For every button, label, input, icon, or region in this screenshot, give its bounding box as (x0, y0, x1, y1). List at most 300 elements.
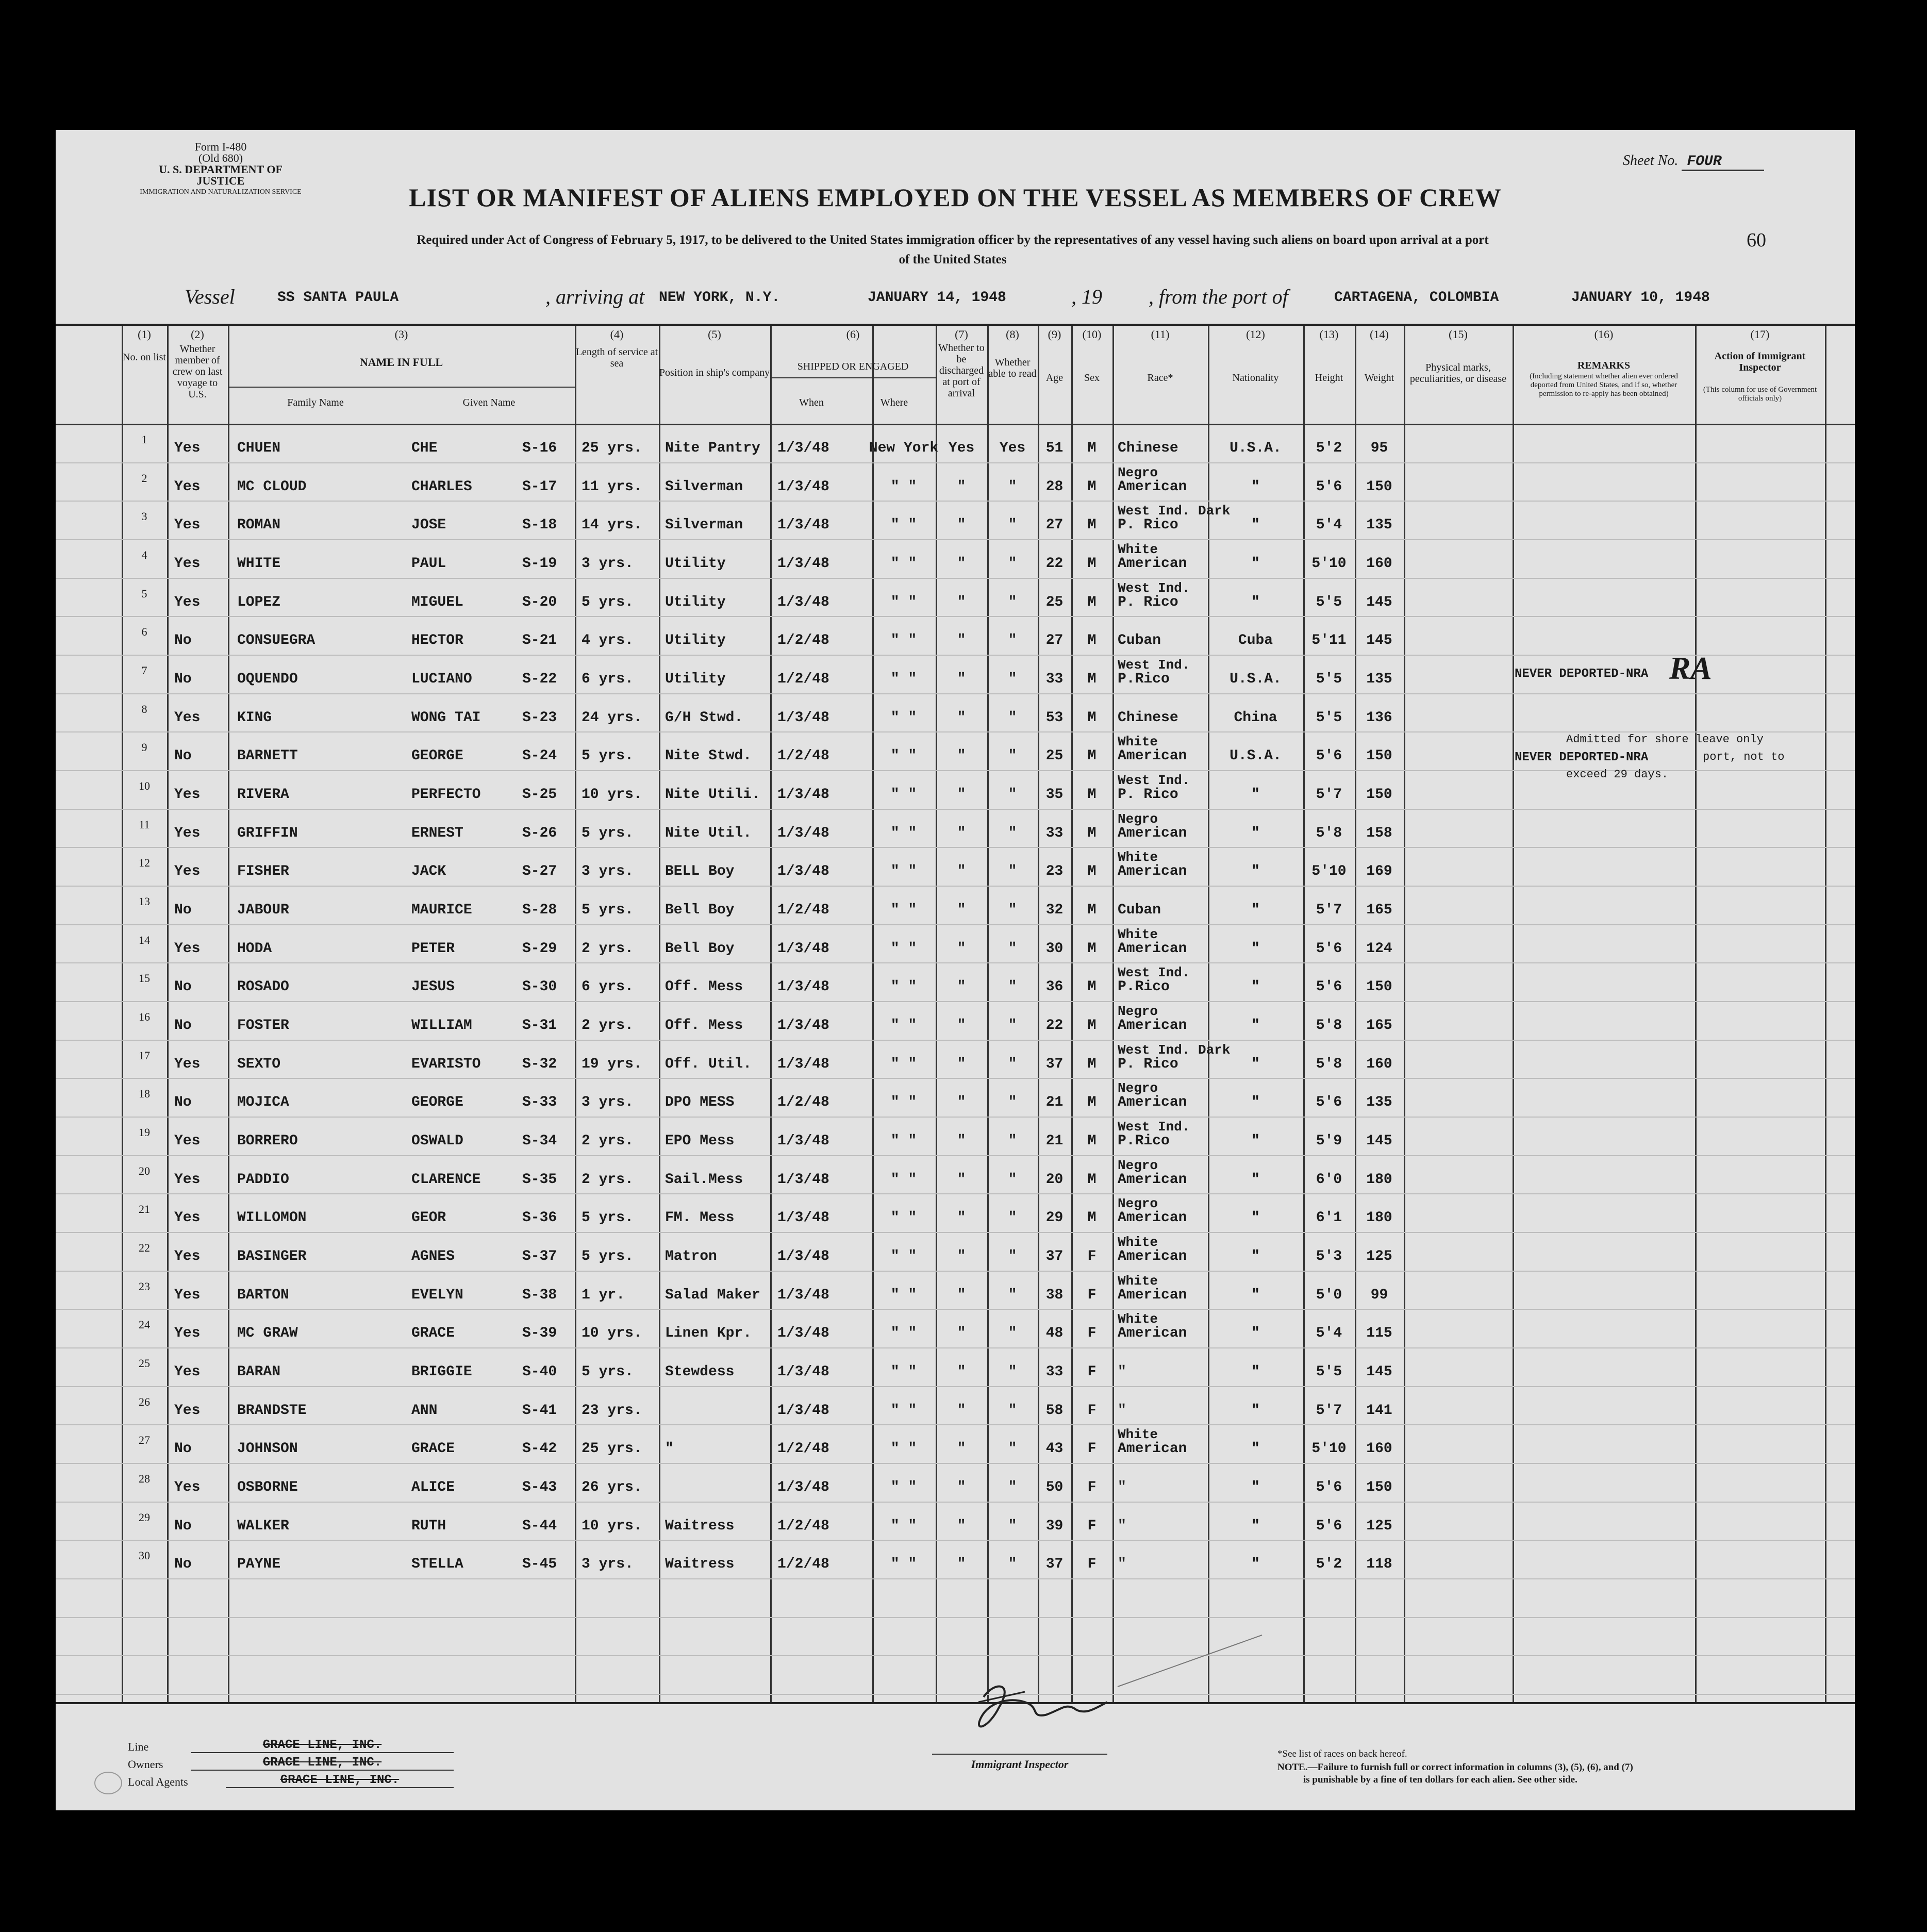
race-line-2-cell: " (1118, 1364, 1126, 1380)
family-name-cell: WALKER (237, 1518, 289, 1534)
shipped-when-cell: 1/3/48 (777, 863, 829, 880)
row-number: 3 (141, 510, 147, 523)
last-voyage-cell: Yes (174, 1210, 201, 1226)
family-name-cell: MOJICA (237, 1094, 289, 1111)
able-to-read-cell: " (1008, 979, 1017, 995)
col-num-10: (10) (1082, 328, 1102, 341)
col-header-age: Age (1045, 372, 1064, 384)
sex-cell: M (1087, 1171, 1097, 1188)
family-name-cell: GRIFFIN (237, 825, 298, 841)
height-cell: 5'8 (1316, 1018, 1342, 1034)
sex-cell: M (1087, 902, 1097, 919)
sex-cell: M (1087, 863, 1097, 880)
given-name-cell: BRIGGIE (411, 1364, 472, 1380)
discharged-cell: " (957, 1402, 966, 1419)
race-line-1-cell: White (1118, 1235, 1158, 1251)
height-cell: 5'6 (1316, 1479, 1342, 1496)
service-length-cell: 10 yrs. (582, 1325, 642, 1342)
age-cell: 43 (1045, 1441, 1064, 1457)
table-row (56, 1395, 1855, 1441)
table-row (56, 433, 1855, 478)
row-number: 24 (139, 1318, 150, 1331)
given-name-cell: PERFECTO (411, 787, 481, 803)
shipped-where-cell: " " (890, 709, 917, 726)
weight-cell: 150 (1366, 478, 1392, 495)
sex-cell: F (1087, 1479, 1097, 1496)
shipped-when-cell: 1/2/48 (777, 1094, 829, 1111)
position-cell: Salad Maker (665, 1287, 760, 1303)
last-voyage-cell: No (174, 632, 192, 649)
col-header-discharged: Whether to be discharged at port of arrival (938, 342, 985, 399)
row-number: 20 (139, 1164, 150, 1177)
race-line-2-cell: American (1118, 1441, 1187, 1457)
family-name-cell: HODA (237, 940, 272, 957)
footnote-races: *See list of races on back hereof. (1277, 1748, 1407, 1759)
crew-id-cell: S-28 (522, 902, 557, 919)
race-line-2-cell: " (1118, 1479, 1126, 1496)
last-voyage-cell: Yes (174, 1479, 201, 1496)
age-cell: 51 (1045, 440, 1064, 456)
col-header-sex: Sex (1084, 372, 1100, 384)
table-row (56, 1196, 1855, 1251)
family-name-cell: BASINGER (237, 1248, 307, 1265)
family-name-cell: OQUENDO (237, 671, 298, 688)
col-num-6: (6) (846, 328, 860, 341)
weight-cell: 158 (1366, 825, 1392, 841)
age-cell: 36 (1045, 979, 1064, 995)
age-cell: 27 (1045, 632, 1064, 649)
last-voyage-cell: Yes (174, 787, 201, 803)
service-length-cell: 2 yrs. (582, 940, 634, 957)
shipped-when-cell: 1/2/48 (777, 632, 829, 649)
nationality-cell: " (1251, 517, 1260, 534)
shipped-where-cell: " " (890, 556, 917, 572)
name-subheader-line (228, 387, 575, 388)
able-to-read-cell: " (1008, 1556, 1017, 1573)
position-cell: Bell Boy (665, 940, 735, 957)
height-cell: 5'5 (1316, 671, 1342, 688)
discharged-cell: " (957, 1171, 966, 1188)
row-number: 8 (141, 702, 147, 715)
position-cell: Bell Boy (665, 902, 735, 919)
crew-id-cell: S-32 (522, 1056, 557, 1072)
shipped-when-cell: 1/2/48 (777, 1518, 829, 1534)
discharged-cell: " (957, 1518, 966, 1534)
nationality-cell: " (1251, 787, 1260, 803)
given-name-cell: PAUL (411, 556, 446, 572)
discharged-cell: " (957, 1094, 966, 1111)
arriving-label: , arriving at (545, 285, 645, 308)
weight-cell: 165 (1366, 1018, 1392, 1034)
given-name-cell: ERNEST (411, 825, 463, 841)
service-length-cell: 2 yrs. (582, 1133, 634, 1150)
table-row (56, 965, 1855, 1020)
col-header-no: No. on list (123, 352, 166, 363)
crew-id-cell: S-45 (522, 1556, 557, 1573)
shipped-where-cell: " " (890, 1210, 917, 1226)
shipped-where-cell: " " (890, 902, 917, 919)
table-row (56, 1427, 1855, 1479)
col-header-inspector-action: Action of Immigrant Inspector (1714, 351, 1806, 373)
col-num-11: (11) (1151, 328, 1170, 341)
last-voyage-cell: No (174, 1518, 192, 1534)
discharged-cell: " (957, 1133, 966, 1150)
shipped-where-cell: " " (890, 1364, 917, 1380)
crew-id-cell: S-42 (522, 1441, 557, 1457)
last-voyage-cell: Yes (174, 1402, 201, 1419)
footnote-fine-1: NOTE.—Failure to furnish full or correct information in columns (3), (5), (6), and (7) (1277, 1762, 1633, 1773)
page-number: 60 (1747, 229, 1766, 251)
service-length-cell: 2 yrs. (582, 1171, 634, 1188)
height-cell: 5'11 (1311, 632, 1347, 649)
table-row (56, 1549, 1855, 1594)
sex-cell: M (1087, 1056, 1097, 1072)
weight-cell: 165 (1366, 902, 1392, 919)
col-header-where: Where (880, 397, 908, 408)
sex-cell: M (1087, 517, 1097, 534)
height-cell: 6'0 (1316, 1171, 1342, 1188)
row-number: 17 (139, 1048, 150, 1062)
table-row (56, 503, 1855, 555)
service-length-cell: 5 yrs. (582, 1364, 634, 1380)
crew-id-cell: S-36 (522, 1210, 557, 1226)
table-row (56, 1311, 1855, 1363)
given-name-cell: ANN (411, 1402, 438, 1419)
last-voyage-cell: No (174, 1018, 192, 1034)
family-name-cell: WILLOMON (237, 1210, 307, 1226)
row-number: 18 (139, 1087, 150, 1101)
shipped-where-cell: " " (890, 940, 917, 957)
given-name-cell: EVELYN (411, 1287, 463, 1303)
position-cell: Waitress (665, 1518, 735, 1534)
col-header-inspector-note: (This column for use of Government officials only) (1703, 386, 1817, 403)
subtitle-line1: Required under Act of Congress of February 5, 1917, to be delivered to the United States immigration officer by the representatives of any vessel having such aliens on board upon arrival at a port (417, 233, 1489, 247)
sex-cell: M (1087, 1133, 1097, 1150)
nationality-cell: " (1251, 556, 1260, 572)
discharged-cell: " (957, 632, 966, 649)
race-line-2-cell: American (1118, 556, 1187, 572)
height-cell: 6'1 (1316, 1210, 1342, 1226)
race-line-2-cell: Chinese (1118, 440, 1178, 456)
service-length-cell: 26 yrs. (582, 1479, 642, 1496)
able-to-read-cell: " (1008, 1479, 1017, 1496)
footer-line-value: GRACE LINE, INC. (191, 1738, 454, 1753)
age-cell: 33 (1045, 1364, 1064, 1380)
family-name-cell: JOHNSON (237, 1441, 298, 1457)
sex-cell: M (1087, 671, 1097, 688)
service-length-cell: 19 yrs. (582, 1056, 642, 1072)
nationality-cell: " (1251, 1133, 1260, 1150)
race-line-1-cell: West Ind. (1118, 773, 1190, 789)
able-to-read-cell: " (1008, 863, 1017, 880)
row-number: 25 (139, 1357, 150, 1370)
col-header-weight: Weight (1364, 372, 1394, 384)
remark-row-8-note2: port, not to (1703, 751, 1785, 763)
height-cell: 5'3 (1316, 1248, 1342, 1265)
year-label: , 19 (1071, 285, 1102, 308)
remark-row-8: NEVER DEPORTED-NRA (1515, 751, 1649, 764)
col-header-physical-marks: Physical marks, peculiarities, or disease (1409, 362, 1507, 385)
given-name-cell: STELLA (411, 1556, 463, 1573)
crew-id-cell: S-29 (522, 940, 557, 957)
race-line-2-cell: P.Rico (1118, 1133, 1170, 1150)
age-cell: 33 (1045, 671, 1064, 688)
given-name-cell: GRACE (411, 1441, 455, 1457)
able-to-read-cell: " (1008, 671, 1017, 688)
col-header-service-length: Length of service at sea (575, 346, 658, 369)
crew-id-cell: S-17 (522, 478, 557, 495)
service-length-cell: 23 yrs. (582, 1402, 642, 1419)
family-name-cell: OSBORNE (237, 1479, 298, 1496)
weight-cell: 136 (1366, 709, 1392, 726)
race-line-1-cell: Negro (1118, 1157, 1158, 1173)
shipped-where-cell: " " (890, 825, 917, 841)
row-number: 1 (141, 433, 147, 446)
shipped-when-cell: 1/3/48 (777, 517, 829, 534)
last-voyage-cell: Yes (174, 1325, 201, 1342)
race-line-2-cell: American (1118, 863, 1187, 880)
nationality-cell: China (1234, 709, 1277, 726)
shipped-where-cell: " " (890, 1441, 917, 1457)
family-name-cell: PAYNE (237, 1556, 281, 1573)
departure-date: JANUARY 10, 1948 (1571, 290, 1710, 306)
service-length-cell: 5 yrs. (582, 902, 634, 919)
shipped-where-cell: " " (890, 1479, 917, 1496)
race-line-1-cell: West Ind. Dark (1118, 1042, 1231, 1058)
crew-id-cell: S-27 (522, 863, 557, 880)
shipped-when-cell: 1/3/48 (777, 478, 829, 495)
service-length-cell: 5 yrs. (582, 825, 634, 841)
able-to-read-cell: " (1008, 1441, 1017, 1457)
able-to-read-cell: " (1008, 825, 1017, 841)
col-num-15: (15) (1449, 328, 1468, 341)
given-name-cell: HECTOR (411, 632, 463, 649)
shipped-when-cell: 1/3/48 (777, 979, 829, 995)
able-to-read-cell: " (1008, 517, 1017, 534)
able-to-read-cell: " (1008, 1364, 1017, 1380)
footer-line-label: Line (128, 1740, 149, 1753)
race-line-2-cell: American (1118, 825, 1187, 841)
race-line-2-cell: American (1118, 1018, 1187, 1034)
col-header-nationality: Nationality (1232, 372, 1279, 384)
able-to-read-cell: " (1008, 709, 1017, 726)
last-voyage-cell: No (174, 1556, 192, 1573)
race-line-1-cell: Negro (1118, 1004, 1158, 1020)
age-cell: 32 (1045, 902, 1064, 919)
service-length-cell: 25 yrs. (582, 440, 642, 456)
height-cell: 5'6 (1316, 748, 1342, 764)
family-name-cell: BARAN (237, 1364, 281, 1380)
row-number: 29 (139, 1510, 150, 1524)
able-to-read-cell: " (1008, 556, 1017, 572)
weight-cell: 145 (1366, 632, 1392, 649)
crew-id-cell: S-19 (522, 556, 557, 572)
age-cell: 33 (1045, 825, 1064, 841)
family-name-cell: CHUEN (237, 440, 281, 456)
race-line-2-cell: American (1118, 940, 1187, 957)
col-num-7: (7) (955, 328, 968, 341)
given-name-cell: JACK (411, 863, 446, 880)
discharged-cell: " (957, 1287, 966, 1303)
row-number: 16 (139, 1010, 150, 1024)
last-voyage-cell: Yes (174, 517, 201, 534)
printer-mark-icon (94, 1772, 122, 1794)
position-cell: Nite Stwd. (665, 748, 752, 764)
height-cell: 5'8 (1316, 825, 1342, 841)
shipped-when-cell: 1/3/48 (777, 1018, 829, 1034)
height-cell: 5'6 (1316, 1518, 1342, 1534)
able-to-read-cell: " (1008, 1171, 1017, 1188)
weight-cell: 150 (1366, 748, 1392, 764)
able-to-read-cell: " (1008, 632, 1017, 649)
nationality-cell: " (1251, 940, 1260, 957)
shipped-when-cell: 1/3/48 (777, 594, 829, 610)
table-row (56, 542, 1855, 594)
form-old-number: (Old 680) (198, 152, 243, 164)
height-cell: 5'6 (1316, 940, 1342, 957)
table-row (56, 1119, 1855, 1171)
sex-cell: F (1087, 1364, 1097, 1380)
discharged-cell: " (957, 1364, 966, 1380)
family-name-cell: FISHER (237, 863, 289, 880)
given-name-cell: CHE (411, 440, 438, 456)
race-line-1-cell: West Ind. Dark (1118, 503, 1231, 519)
col-header-position: Position in ship's company (659, 367, 770, 378)
race-line-2-cell: P.Rico (1118, 979, 1170, 995)
arrival-date: JANUARY 14, 1948 (868, 290, 1006, 306)
shipped-when-cell: 1/3/48 (777, 440, 829, 456)
race-line-1-cell: Negro (1118, 1196, 1158, 1212)
service-length-cell: 5 yrs. (582, 594, 634, 610)
crew-id-cell: S-31 (522, 1018, 557, 1034)
crew-id-cell: S-43 (522, 1479, 557, 1496)
height-cell: 5'10 (1311, 1441, 1347, 1457)
service-length-cell: 5 yrs. (582, 1210, 634, 1226)
race-line-1-cell: Negro (1118, 464, 1158, 480)
weight-cell: 145 (1366, 594, 1392, 610)
shipped-where-cell: " " (890, 1248, 917, 1265)
shipped-where-cell: " " (890, 671, 917, 688)
col-header-remarks: REMARKS (1577, 360, 1631, 371)
given-name-cell: OSWALD (411, 1133, 463, 1150)
height-cell: 5'0 (1316, 1287, 1342, 1303)
service-name: IMMIGRATION AND NATURALIZATION SERVICE (140, 188, 302, 196)
nationality-cell: " (1251, 1171, 1260, 1188)
crew-id-cell: S-25 (522, 787, 557, 803)
age-cell: 30 (1045, 940, 1064, 957)
table-row (56, 464, 1855, 517)
crew-id-cell: S-20 (522, 594, 557, 610)
subtitle-line2: of the United States (899, 253, 1007, 267)
row-number: 15 (139, 972, 150, 985)
age-cell: 35 (1045, 787, 1064, 803)
nationality-cell: " (1251, 1248, 1260, 1265)
table-row (56, 1157, 1855, 1210)
shipped-where-cell: " " (890, 1018, 917, 1034)
remark-row-6-initials: RA (1669, 651, 1712, 686)
shipped-when-cell: 1/3/48 (777, 1133, 829, 1150)
weight-cell: 115 (1366, 1325, 1392, 1342)
discharged-cell: " (957, 748, 966, 764)
discharged-cell: " (957, 594, 966, 610)
from-port-label: , from the port of (1149, 285, 1288, 308)
shipped-where-cell: " " (890, 1402, 917, 1419)
service-length-cell: 1 yr. (582, 1287, 625, 1303)
family-name-cell: JABOUR (237, 902, 289, 919)
given-name-cell: EVARISTO (411, 1056, 481, 1072)
last-voyage-cell: No (174, 748, 192, 764)
discharged-cell: " (957, 787, 966, 803)
table-row (56, 1472, 1855, 1518)
service-length-cell: 3 yrs. (582, 556, 634, 572)
shipped-when-cell: 1/3/48 (777, 1364, 829, 1380)
weight-cell: 125 (1366, 1518, 1392, 1534)
weight-cell: 160 (1366, 556, 1392, 572)
sex-cell: F (1087, 1248, 1097, 1265)
crew-id-cell: S-38 (522, 1287, 557, 1303)
given-name-cell: RUTH (411, 1518, 446, 1534)
row-number: 19 (139, 1126, 150, 1139)
shipped-when-cell: 1/2/48 (777, 1441, 829, 1457)
shipped-when-cell: 1/3/48 (777, 1056, 829, 1072)
manifest-sheet (56, 130, 1855, 1810)
sex-cell: M (1087, 1018, 1097, 1034)
weight-cell: 160 (1366, 1056, 1392, 1072)
family-name-cell: MC CLOUD (237, 478, 307, 495)
race-line-2-cell: Chinese (1118, 709, 1178, 726)
col-num-4: (4) (610, 328, 624, 341)
given-name-cell: WILLIAM (411, 1018, 472, 1034)
col-num-16: (16) (1594, 328, 1614, 341)
sex-cell: M (1087, 594, 1097, 610)
race-line-2-cell: American (1118, 1210, 1187, 1226)
position-cell: Silverman (665, 478, 743, 495)
last-voyage-cell: Yes (174, 1171, 201, 1188)
age-cell: 39 (1045, 1518, 1064, 1534)
inspector-label: Immigrant Inspector (971, 1758, 1069, 1771)
sex-cell: M (1087, 979, 1097, 995)
family-name-cell: KING (237, 709, 272, 726)
position-cell: Sail.Mess (665, 1171, 743, 1188)
age-cell: 37 (1045, 1056, 1064, 1072)
row-number: 4 (141, 548, 147, 561)
sex-cell: M (1087, 478, 1097, 495)
shipped-where-cell: " " (890, 1094, 917, 1111)
given-name-cell: AGNES (411, 1248, 455, 1265)
given-name-cell: ALICE (411, 1479, 455, 1496)
last-voyage-cell: Yes (174, 1056, 201, 1072)
height-cell: 5'5 (1316, 594, 1342, 610)
shipped-when-cell: 1/3/48 (777, 1325, 829, 1342)
race-line-2-cell: American (1118, 1171, 1187, 1188)
age-cell: 21 (1045, 1094, 1064, 1111)
weight-cell: 160 (1366, 1441, 1392, 1457)
height-cell: 5'8 (1316, 1056, 1342, 1072)
race-line-2-cell: American (1118, 1287, 1187, 1303)
service-length-cell: 3 yrs. (582, 1094, 634, 1111)
row-number: 13 (139, 895, 150, 908)
age-cell: 37 (1045, 1248, 1064, 1265)
position-cell: Off. Mess (665, 979, 743, 995)
race-line-2-cell: Cuban (1118, 902, 1161, 919)
sex-cell: F (1087, 1518, 1097, 1534)
able-to-read-cell: " (1008, 1056, 1017, 1072)
position-cell: BELL Boy (665, 863, 735, 880)
able-to-read-cell: " (1008, 1133, 1017, 1150)
crew-id-cell: S-21 (522, 632, 557, 649)
nationality-cell: " (1251, 902, 1260, 919)
shipped-when-cell: 1/3/48 (777, 1287, 829, 1303)
